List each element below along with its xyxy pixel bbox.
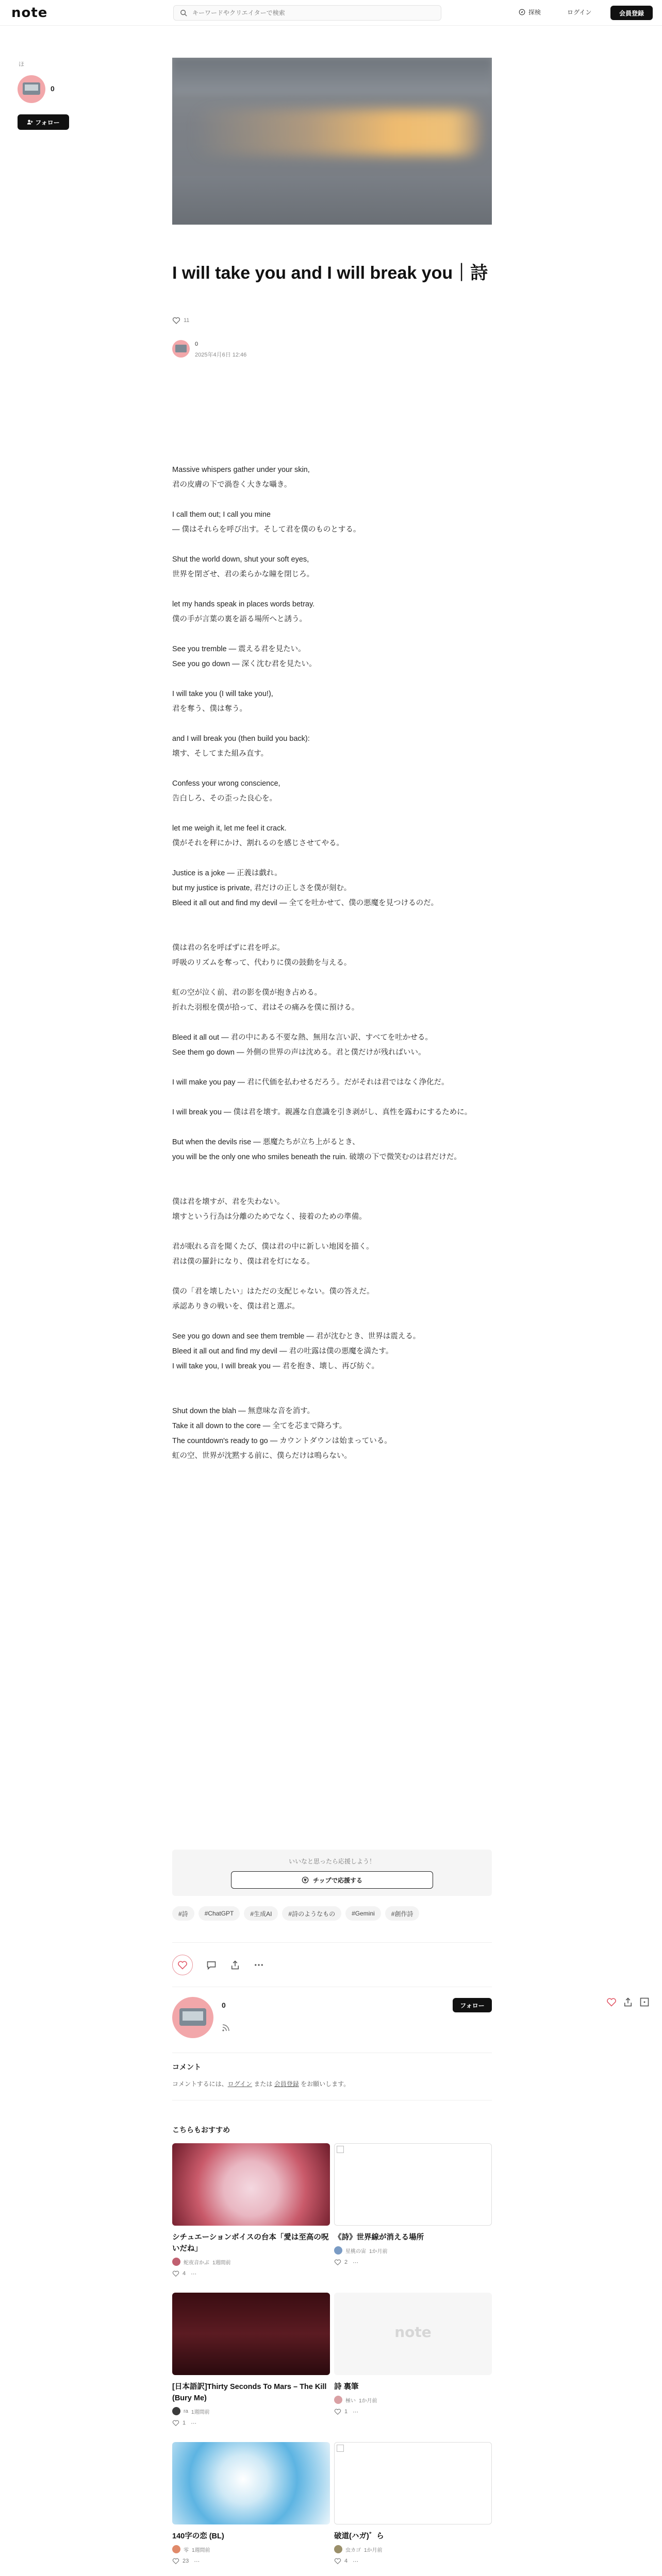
add-user-icon — [27, 119, 33, 125]
heart-icon — [172, 2270, 179, 2277]
comment-note-text: または — [252, 2080, 274, 2088]
card-like-count: 1 — [344, 2409, 348, 2415]
recommend-card[interactable] — [172, 2442, 330, 2565]
note-logo-placeholder: note — [394, 2324, 432, 2341]
heart-icon[interactable] — [606, 1997, 617, 2007]
more-icon[interactable]: ⋯ — [353, 2409, 359, 2415]
card-thumbnail[interactable] — [334, 2143, 492, 2226]
card-like-count: 2 — [344, 2259, 348, 2265]
card-age: 1週間前 — [212, 2260, 231, 2266]
avatar[interactable] — [172, 2545, 180, 2553]
more-icon[interactable]: ⋯ — [191, 2270, 197, 2277]
card-author[interactable]: 零 — [184, 2547, 189, 2553]
paragraph: I call them out; I call you mine — 僕はそれらを呼び出す。そして君を僕のものとする。 — [172, 511, 361, 534]
paragraph: Confess your wrong conscience, 告白しろ、その歪った良心を。 — [172, 779, 280, 803]
recommend-card[interactable] — [172, 2143, 330, 2277]
like-count: 11 — [184, 317, 190, 324]
card-meta — [172, 2545, 330, 2553]
tag-list — [172, 1906, 492, 1921]
card-age: 1か月前 — [364, 2547, 383, 2553]
heart-icon — [172, 2557, 179, 2565]
comment-signup-link[interactable]: 会員登録 — [274, 2080, 299, 2088]
card-meta — [334, 2396, 492, 2404]
card-like[interactable] — [172, 2557, 330, 2565]
recommend-card[interactable] — [334, 2442, 492, 2565]
avatar[interactable] — [334, 2545, 342, 2553]
tip-caption: いいなと思ったら応援しよう！ — [288, 1858, 375, 1865]
more-icon[interactable]: ⋯ — [353, 2558, 359, 2565]
heart-icon — [172, 316, 180, 325]
recommend-title: こちらもおすすめ — [172, 2126, 230, 2134]
tip-button-label: チップで応援する — [312, 1876, 362, 1884]
comment-login-note — [172, 2079, 350, 2088]
more-icon[interactable]: ⋯ — [191, 2420, 197, 2427]
creator-name[interactable]: 0 — [222, 2001, 226, 2009]
tip-button[interactable] — [231, 1871, 433, 1889]
broken-image-icon — [337, 2146, 344, 2153]
paragraph: Shut down the blah — 無意味な音を消す。 Take it all down to the core — 全てを芯まで降ろす。 The countdown's ready to go — カウントダウンは始まっている。 虹の空、世界が沈黙する前に、僕らだけは鳴らない。 — [172, 1407, 392, 1460]
share-icon[interactable] — [230, 1960, 240, 1970]
paragraph: I will break you — 僕は君を壊す。親護な自意識を引き剥がし、真性を露わにするために。 — [172, 1108, 472, 1116]
paragraph: let me weigh it, let me feel it crack. 僕がそれを秤にかけ、割れるのを感じさせてやる。 — [172, 824, 344, 848]
recommend-card[interactable] — [334, 2143, 492, 2266]
search-box[interactable] — [173, 5, 441, 21]
card-like[interactable] — [172, 2270, 330, 2277]
sidebar-follow-label: フォロー — [35, 118, 60, 126]
card-like[interactable] — [172, 2419, 330, 2427]
tag-chip[interactable]: #詩のようなもの — [282, 1906, 341, 1921]
card-meta — [334, 2246, 492, 2255]
avatar[interactable] — [172, 2407, 180, 2415]
comment-note-text: をお願いします。 — [299, 2080, 350, 2088]
heart-icon — [177, 1960, 188, 1970]
article-like-top[interactable] — [172, 316, 189, 325]
more-icon[interactable]: ⋯ — [194, 2558, 200, 2565]
card-author[interactable]: 極い — [345, 2398, 356, 2404]
author-name[interactable]: 0 — [195, 341, 198, 347]
tag-chip[interactable]: #創作詩 — [385, 1906, 420, 1921]
paragraph: See you tremble — 震える君を見たい。 See you go down — 深く沈む君を見たい。 — [172, 645, 317, 668]
search-input[interactable] — [192, 9, 429, 16]
card-title[interactable]: シチュエーションボイスの台本「愛は至高の呪いだね」 — [172, 2233, 329, 2253]
card-title[interactable]: [日本語訳]Thirty Seconds To Mars – The Kill (Bury Me) — [172, 2383, 327, 2402]
compass-icon — [519, 9, 525, 15]
paragraph: 僕は君を壊すが、君を失わない。 壊すという行為は分離のためでなく、接着のための準備。 — [172, 1198, 367, 1221]
paragraph: Massive whispers gather under your skin, 君の皮膚の下で渦巻く大きな囁き。 — [172, 466, 310, 489]
recommend-card[interactable] — [172, 2293, 330, 2427]
sidebar-follow-button[interactable] — [18, 114, 69, 130]
creator-follow-button[interactable]: フォロー — [453, 1998, 492, 2012]
comment-login-link[interactable]: ログイン — [227, 2080, 253, 2088]
explore-label: 探検 — [528, 9, 541, 16]
heart-icon — [334, 2557, 341, 2565]
paragraph: Shut the world down, shut your soft eyes, 世界を閉ざせ、君の柔らかな瞳を閉じろ。 — [172, 555, 315, 579]
heart-icon — [172, 2419, 179, 2427]
comment-section-title: コメント — [172, 2063, 201, 2071]
card-author[interactable]: 星桃の宙 — [345, 2248, 366, 2255]
share-icon[interactable] — [623, 1997, 633, 2007]
paragraph: 僕の「君を壊したい」はただの支配じゃない。僕の答えだ。 承認ありきの戦いを、僕は君と選ぶ。 — [172, 1287, 374, 1311]
card-like[interactable] — [334, 2408, 492, 2415]
card-title[interactable]: 破道(ハガ)゛ら — [334, 2532, 384, 2540]
author-avatar[interactable] — [172, 340, 190, 358]
sidebar-creator-name[interactable]: 0 — [51, 84, 55, 93]
card-like-count: 4 — [183, 2270, 186, 2277]
card-like-count: 4 — [344, 2558, 348, 2564]
recommend-card[interactable] — [334, 2293, 492, 2415]
paragraph: 虹の空が泣く前、君の影を僕が抱き占める。 折れた羽根を僕が拾って、君はその痛みを僕に預ける。 — [172, 989, 359, 1012]
note-logo[interactable]: note — [11, 5, 48, 21]
card-meta — [334, 2545, 492, 2553]
card-thumbnail[interactable] — [172, 2293, 330, 2375]
creator-avatar[interactable] — [172, 1997, 213, 2038]
card-like-count: 1 — [183, 2420, 186, 2426]
card-age: 1週間前 — [192, 2547, 210, 2553]
publish-date: 2025年4月6日 12:46 — [195, 352, 247, 358]
card-title[interactable]: 詩 裏筆 — [334, 2383, 359, 2391]
tag-chip[interactable]: #生成AI — [244, 1906, 278, 1921]
paragraph: Justice is a joke — 正義は戯れ。 but my justice is private, 君だけの正しさを僕が刻む。 Bleed it all out and find my devil — 全てを吐かせて、僕の悪魔を見つけるのだ。 — [172, 869, 439, 907]
article-actions — [172, 1955, 264, 1975]
card-thumbnail[interactable] — [334, 2293, 492, 2375]
avatar[interactable] — [172, 2258, 180, 2266]
paragraph: I will take you (I will take you!), 君を奪う、僕は奪う。 — [172, 690, 273, 713]
paragraph: let my hands speak in places words betray. 僕の手が言葉の裏を語る場所へと誘う。 — [172, 600, 315, 623]
tip-icon — [302, 1876, 309, 1884]
tag-chip[interactable]: #詩 — [172, 1906, 194, 1921]
paragraph: 僕は君の名を呼ばずに君を呼ぶ。 呼吸のリズムを奪って、代わりに僕の鼓動を与える。 — [172, 944, 352, 967]
divider — [172, 1942, 492, 1943]
article-body — [172, 463, 492, 1479]
card-thumbnail[interactable] — [334, 2442, 492, 2524]
card-age: 1週間前 — [191, 2409, 210, 2415]
paragraph: But when the devils rise — 悪魔たちが立ち上がるとき、 you will be the only one who smiles beneath the ruin. 破壊の下で微笑むのは君だけだ。 — [172, 1138, 461, 1161]
card-like[interactable] — [334, 2557, 492, 2565]
heart-icon — [334, 2408, 341, 2415]
paragraph: See you go down and see them tremble — 君が沈むとき、世界は震える。 Bleed it all out and find my devil — 君の吐露は僕の悪魔を満たす。 I will take you, I will break you — 君を抱き、壊し、再び紡ぐ。 — [172, 1332, 421, 1370]
card-thumbnail[interactable] — [172, 2442, 330, 2524]
avatar[interactable] — [334, 2246, 342, 2255]
page-title: I will take you and I will break you｜詩 — [172, 263, 488, 283]
bookmark-icon[interactable] — [639, 1997, 650, 2007]
card-meta — [172, 2407, 330, 2415]
card-age: 1か月前 — [369, 2248, 388, 2255]
card-author[interactable]: ra — [184, 2408, 188, 2414]
top-header — [0, 0, 662, 26]
sidebar-handle: ほ — [19, 61, 24, 67]
card-title[interactable]: 《詩》世界線が消える場所 — [334, 2233, 424, 2242]
paragraph: 君が眠れる音を聞くたび、僕は君の中に新しい地図を描く。 君は僕の羅針になり、僕は君を灯になる。 — [172, 1243, 374, 1266]
login-link[interactable]: ログイン — [567, 9, 592, 16]
card-author[interactable]: 虫カゴ — [345, 2547, 361, 2553]
article-hero-image — [172, 58, 492, 225]
search-icon — [180, 9, 187, 16]
card-like-count: 23 — [183, 2558, 189, 2564]
tag-chip[interactable]: #Gemini — [345, 1906, 381, 1921]
card-thumbnail[interactable] — [172, 2143, 330, 2226]
like-button[interactable] — [172, 1955, 193, 1975]
tag-chip[interactable]: #ChatGPT — [198, 1906, 240, 1921]
rss-icon[interactable] — [222, 2024, 230, 2032]
card-title[interactable]: 140字の恋 (BL) — [172, 2532, 224, 2540]
avatar[interactable] — [18, 75, 45, 103]
card-author[interactable]: 蛇夜音かぶ — [184, 2260, 209, 2266]
comment-note-text: コメントするには、 — [172, 2080, 228, 2088]
explore-link[interactable] — [519, 8, 541, 16]
paragraph: Bleed it all out — 君の中にある不要な熱、無用な言い訳、すべてを吐かせる。 See them go down — 外側の世界の声は沈める。君と僕だけが残ればいい。 — [172, 1033, 433, 1057]
paragraph: and I will break you (then build you back): 壊す、そしてまた組み直す。 — [172, 735, 310, 758]
card-age: 1か月前 — [359, 2398, 377, 2404]
more-icon[interactable]: ⋯ — [353, 2259, 359, 2266]
avatar[interactable] — [334, 2396, 342, 2404]
card-meta — [172, 2258, 330, 2266]
floating-actions — [606, 1997, 650, 2007]
more-icon[interactable] — [254, 1960, 264, 1970]
paragraph: I will make you pay — 君に代価を払わせるだろう。だがそれは君ではなく浄化だ。 — [172, 1078, 449, 1087]
broken-image-icon — [337, 2445, 344, 2452]
svg-text:¥: ¥ — [304, 1878, 307, 1883]
comment-icon[interactable] — [206, 1960, 217, 1970]
signup-button[interactable]: 会員登録 — [610, 6, 653, 20]
heart-icon — [334, 2259, 341, 2266]
card-like[interactable] — [334, 2259, 492, 2266]
tip-box — [172, 1850, 492, 1896]
